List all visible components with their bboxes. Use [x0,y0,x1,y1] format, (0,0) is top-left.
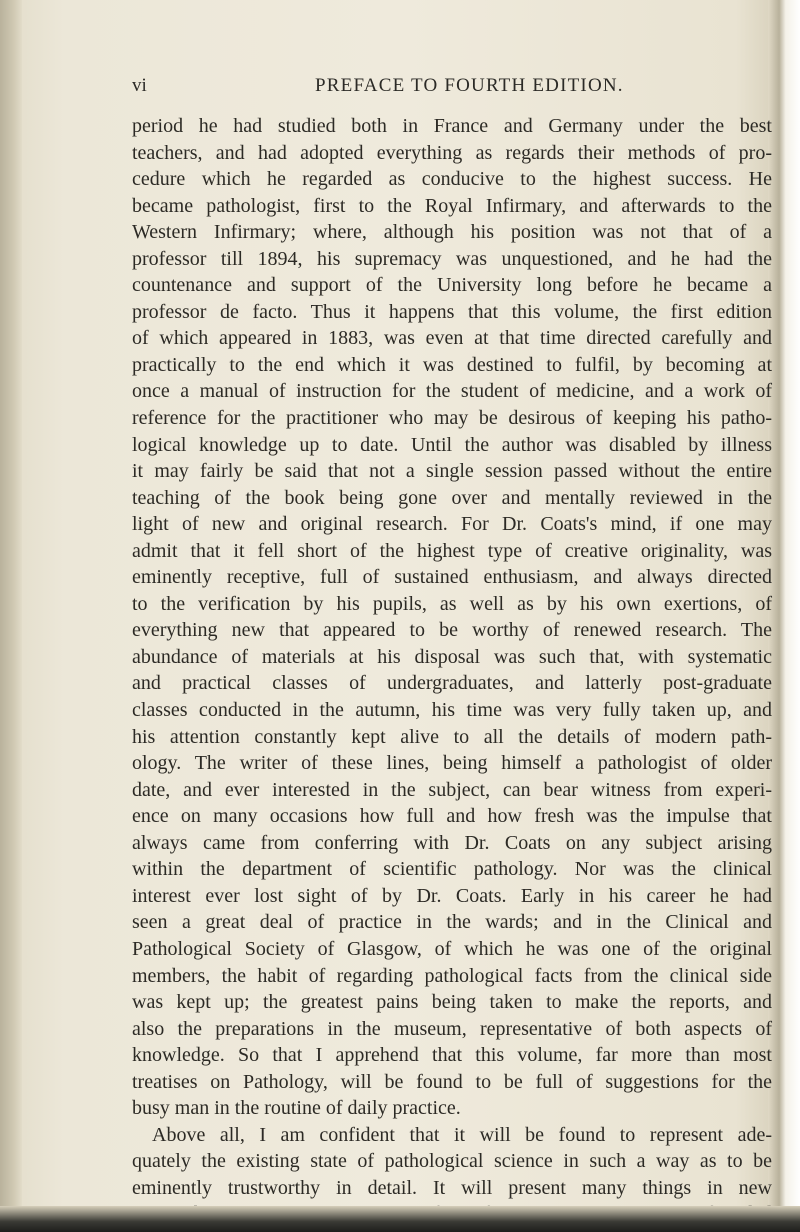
text-line: teachers, and had adopted everything as regards their methods of pro- [132,141,772,164]
page-bottom-edge [0,1206,800,1232]
text-line: eminently trustworthy in detail. It will present many things in new [132,1176,772,1199]
page-number: vi [132,75,147,96]
text-line: classes conducted in the autumn, his time was very fully taken up, and [132,699,772,722]
body-text [132,113,772,1228]
text-line: eminently receptive, full of sustained enthusiasm, and always directed [132,566,772,589]
text-line: was kept up; the greatest pains being taken to make the reports, and [132,991,772,1014]
text-line: teaching of the book being gone over and mentally reviewed in the [132,486,772,509]
page-right-edge [768,0,800,1232]
text-line: reference for the practitioner who may be desirous of keeping his patho- [132,407,772,430]
text-line: quately the existing state of pathological science in such a way as to be [132,1150,772,1173]
text-line: countenance and support of the University long before he became a [132,274,772,297]
page-left-edge [0,0,22,1232]
text-line: members, the habit of regarding pathological facts from the clinical side [132,964,772,987]
text-line: ence on many occasions how full and how fresh was the impulse that [132,805,772,828]
text-line: also the preparations in the museum, representative of both aspects of [132,1017,772,1040]
paragraph-last-line: busy man in the routine of daily practice. [132,1097,461,1120]
text-line: his attention constantly kept alive to all the details of modern path- [132,725,772,748]
text-line: period he had studied both in France and Germany under the best [132,115,772,137]
text-line: and practical classes of undergraduates, and latterly post-graduate [132,672,772,695]
text-line: ology. The writer of these lines, being himself a pathologist of older [132,752,772,775]
text-line: of which appeared in 1883, was even at that time directed carefully and [132,327,772,350]
text-line: always came from conferring with Dr. Coats on any subject arising [132,831,772,854]
text-line: within the department of scientific pathology. Nor was the clinical [132,858,772,881]
text-line: everything new that appeared to be worthy of renewed research. The [132,619,772,642]
paragraph-first-line: Above all, I am confident that it will be found to represent ade- [152,1123,772,1146]
text-line: to the verification by his pupils, as well as by his own exertions, of [132,592,772,615]
text-line: date, and ever interested in the subject, can bear witness from experi- [132,778,772,801]
text-line: became pathologist, first to the Royal Infirmary, and afterwards to the [132,194,772,217]
text-line: professor de facto. Thus it happens that this volume, the first edition [132,300,772,323]
text-line: Pathological Society of Glasgow, of which he was one of the original [132,937,772,960]
text-line: interest ever lost sight of by Dr. Coats. Early in his career he had [132,884,772,907]
running-head: PREFACE TO FOURTH EDITION. [315,75,624,96]
text-line: admit that it fell short of the highest type of creative originality, was [132,539,772,562]
text-line: light of new and original research. For Dr. Coats's mind, if one may [132,513,772,536]
text-line: abundance of materials at his disposal was such that, with systematic [132,645,772,668]
page-header [132,75,772,101]
text-line: logical knowledge up to date. Until the author was disabled by illness [132,433,772,456]
text-line: once a manual of instruction for the student of medicine, and a work of [132,380,772,403]
text-line: cedure which he regarded as conducive to the highest success. He [132,168,772,191]
text-line: practically to the end which it was destined to fulfil, by becoming at [132,353,772,376]
text-line: treatises on Pathology, will be found to be full of suggestions for the [132,1070,772,1093]
text-line: knowledge. So that I apprehend that this volume, far more than most [132,1044,772,1067]
text-line: Western Infirmary; where, although his position was not that of a [132,221,772,244]
text-line: seen a great deal of practice in the wards; and in the Clinical and [132,911,772,934]
text-line: it may fairly be said that not a single session passed without the entire [132,460,772,483]
text-line: professor till 1894, his supremacy was unquestioned, and he had the [132,247,772,270]
